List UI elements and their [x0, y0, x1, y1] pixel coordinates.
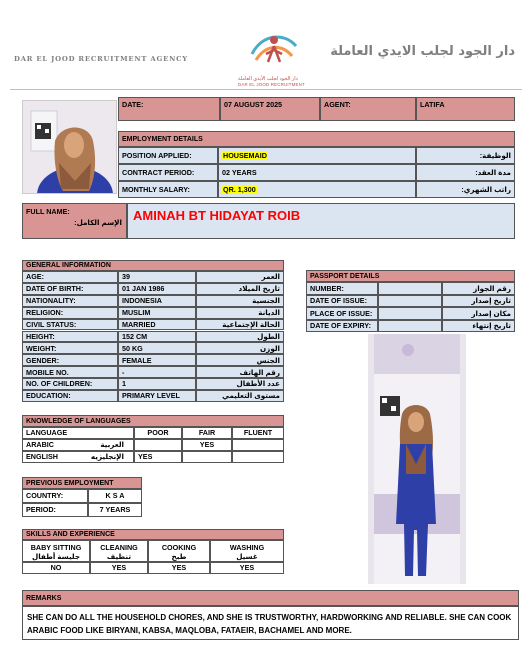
- passport-value: [378, 307, 442, 320]
- skill-value: NO: [22, 562, 90, 574]
- passport-value: [378, 320, 442, 333]
- language-row-english: [22, 451, 134, 463]
- position-value: HOUSEMAID: [218, 147, 416, 164]
- skill-label-cell: [90, 540, 148, 562]
- skill-name-ar: تنظيف: [106, 552, 132, 561]
- language-arabic-fair: YES: [182, 439, 232, 451]
- languages-header-language: LANGUAGE: [22, 427, 134, 439]
- previous-period-value: 7 YEARS: [88, 503, 142, 517]
- passport-title: PASSPORT DETAILS: [306, 270, 515, 282]
- employment-ar-2: راتب الشهري:: [416, 181, 515, 198]
- general-label: EDUCATION:: [22, 390, 118, 402]
- passport-label-ar: تاريخ إصدار: [442, 295, 515, 308]
- skill-name-en: COOKING: [161, 543, 197, 552]
- language-name-ar: العربية: [100, 440, 124, 450]
- language-english-poor: YES: [134, 451, 182, 463]
- previous-country-value: K S A: [88, 489, 142, 503]
- employment-ar-0: الوظيفة:: [416, 147, 515, 164]
- general-label: AGE:: [22, 271, 118, 283]
- skill-value: YES: [148, 562, 210, 574]
- header-rule: [10, 89, 522, 90]
- general-label-ar: الوزن: [196, 342, 284, 354]
- skill-value: YES: [210, 562, 284, 574]
- previous-period-label: PERIOD:: [22, 503, 88, 517]
- general-label: NATIONALITY:: [22, 295, 118, 307]
- candidate-photo-image: [23, 101, 117, 194]
- passport-label-ar: مكان إصدار: [442, 307, 515, 320]
- general-value: 01 JAN 1986: [118, 283, 196, 295]
- full-name-value-box: [127, 203, 515, 239]
- passport-value: [378, 295, 442, 308]
- passport-value: [378, 282, 442, 295]
- remarks-text: SHE CAN DO ALL THE HOUSEHOLD CHORES, AND SHE IS TRUSTWORTHY, HARDWORKING AND RELIABLE. SHE CAN COOK ARABIC FOOD LIKE BIRYANI, KABSA, MAQLOBA, FATAEIR, BACHAMEL AND MORE.: [22, 606, 519, 640]
- general-label: DATE OF BIRTH:: [22, 283, 118, 295]
- agent-label: AGENT:: [320, 97, 416, 121]
- languages-header-poor: POOR: [134, 427, 182, 439]
- general-label: MOBILE NO.: [22, 366, 118, 378]
- general-value: INDONESIA: [118, 295, 196, 307]
- general-label-ar: عدد الأطفال: [196, 378, 284, 390]
- general-label: CIVIL STATUS:: [22, 319, 118, 331]
- passport-label: PLACE OF ISSUE:: [306, 307, 378, 320]
- employment-ar-1: مدة العقد:: [416, 164, 515, 181]
- languages-header-fair: FAIR: [182, 427, 232, 439]
- language-name-en: ENGLISH: [26, 452, 58, 462]
- agency-name-ar: دار الجود لجلب الايدي العاملة: [330, 44, 515, 59]
- full-name-label: FULL NAME:: [26, 207, 70, 216]
- full-name-label-box: [22, 203, 127, 239]
- language-row-arabic: [22, 439, 134, 451]
- language-name-en: ARABIC: [26, 440, 54, 450]
- skill-label-cell: [148, 540, 210, 562]
- general-value: 50 KG: [118, 342, 196, 354]
- general-value: 152 CM: [118, 331, 196, 343]
- skill-name-ar: طبخ: [171, 552, 187, 561]
- skill-name-ar: غسيل: [236, 552, 258, 561]
- candidate-photo: [22, 100, 117, 194]
- skill-name-en: BABY SITTING: [30, 543, 82, 552]
- general-label: HEIGHT:: [22, 331, 118, 343]
- general-value: -: [118, 366, 196, 378]
- general-label: NO. OF CHILDREN:: [22, 378, 118, 390]
- skill-name-en: CLEANING: [100, 543, 138, 552]
- passport-label-ar: رقم الجواز: [442, 282, 515, 295]
- candidate-full-photo-image: [368, 334, 466, 584]
- previous-country-label: COUNTRY:: [22, 489, 88, 503]
- language-arabic-poor: [134, 439, 182, 451]
- agent-value: LATIFA: [416, 97, 515, 121]
- general-label: GENDER:: [22, 354, 118, 366]
- logo-icon: [244, 26, 304, 76]
- skill-name-ar: جليسة أطفال: [31, 552, 81, 561]
- general-value: 1: [118, 378, 196, 390]
- full-name-value: AMINAH BT HIDAYAT ROIB: [133, 208, 301, 223]
- general-label-ar: تاريخ الميلاد: [196, 283, 284, 295]
- general-value: FEMALE: [118, 354, 196, 366]
- general-title: GENERAL INFORMATION: [22, 260, 284, 271]
- passport-label: NUMBER:: [306, 282, 378, 295]
- general-label-ar: مستوى التعليمي: [196, 390, 284, 402]
- language-english-fluent: [232, 451, 284, 463]
- remarks-title: REMARKS: [22, 590, 519, 606]
- general-label-ar: الطول: [196, 331, 284, 343]
- skill-name-en: WASHING: [229, 543, 265, 552]
- language-english-fair: [182, 451, 232, 463]
- date-value: 07 AUGUST 2025: [220, 97, 320, 121]
- employment-label-1: CONTRACT PERIOD:: [118, 164, 218, 181]
- general-label-ar: العمر: [196, 271, 284, 283]
- skills-title: SKILLS AND EXPERIENCE: [22, 529, 284, 540]
- logo-caption-ar: دار الجود لجلب الأيدي العاملة: [238, 76, 298, 82]
- agency-name-en: DAR EL JOOD RECRUITMENT AGENCY: [14, 55, 188, 63]
- skill-label-cell: [22, 540, 90, 562]
- general-label-ar: الديانة: [196, 307, 284, 319]
- general-value: 39: [118, 271, 196, 283]
- general-label-ar: الجنسية: [196, 295, 284, 307]
- language-arabic-fluent: [232, 439, 284, 451]
- general-value: MUSLIM: [118, 307, 196, 319]
- employment-label-0: POSITION APPLIED:: [118, 147, 218, 164]
- full-name-label-ar: الإسم الكامل:: [74, 218, 122, 227]
- passport-label: DATE OF ISSUE:: [306, 295, 378, 308]
- logo-caption-en: DAR EL JOOD RECRUITMENT: [238, 82, 305, 87]
- contract-value: 02 YEARS: [218, 164, 416, 181]
- previous-title: PREVIOUS EMPLOYMENT: [22, 477, 142, 489]
- general-value: MARRIED: [118, 319, 196, 331]
- passport-label: DATE OF EXPIRY:: [306, 320, 378, 333]
- salary-value: QR. 1,300: [218, 181, 416, 198]
- skill-label-cell: [210, 540, 284, 562]
- candidate-full-photo: [368, 334, 466, 584]
- general-label-ar: الجنس: [196, 354, 284, 366]
- date-label: DATE:: [118, 97, 220, 121]
- employment-label-2: MONTHLY SALARY:: [118, 181, 218, 198]
- passport-label-ar: تاريخ إنتهاء: [442, 320, 515, 333]
- general-label: RELIGION:: [22, 307, 118, 319]
- general-label: WEIGHT:: [22, 342, 118, 354]
- languages-header-fluent: FLUENT: [232, 427, 284, 439]
- language-name-ar: الإنجليزيه: [90, 452, 124, 462]
- languages-title: KNOWLEDGE OF LANGUAGES: [22, 415, 284, 427]
- skill-value: YES: [90, 562, 148, 574]
- general-label-ar: الحالة الإجتماعية: [196, 319, 284, 331]
- employment-title: EMPLOYMENT DETAILS: [118, 131, 515, 147]
- agency-logo: [244, 26, 304, 76]
- general-value: PRIMARY LEVEL: [118, 390, 196, 402]
- general-label-ar: رقم الهاتف: [196, 366, 284, 378]
